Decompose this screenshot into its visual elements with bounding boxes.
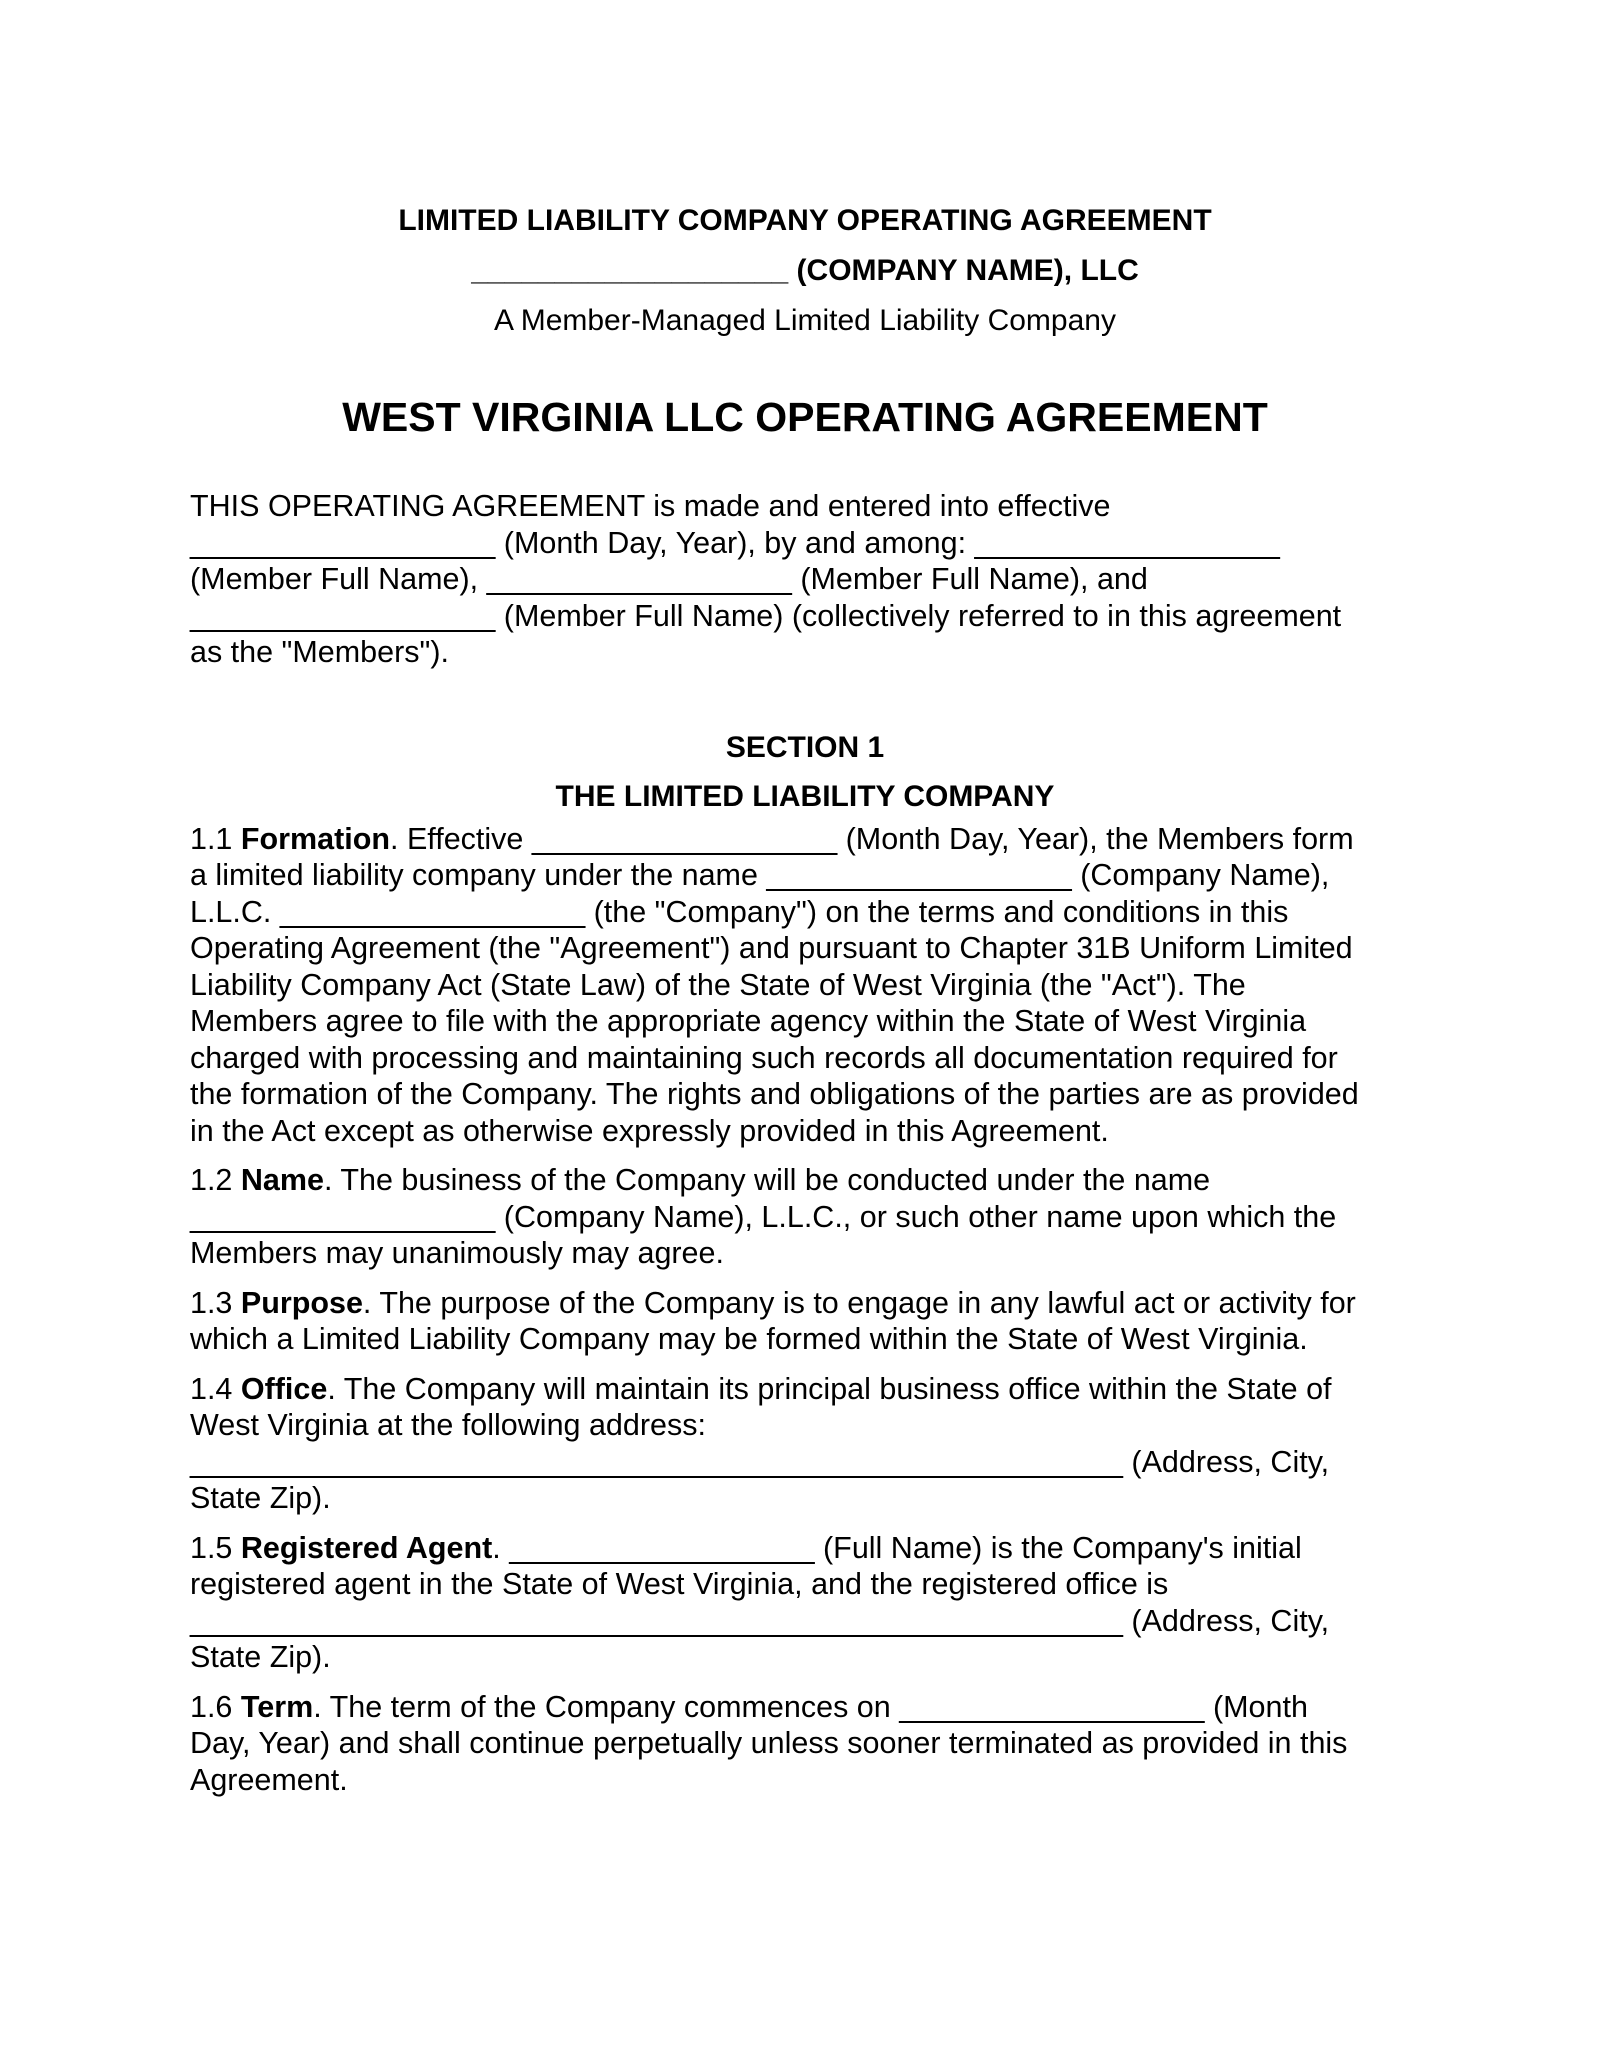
clause-term: Registered Agent (240, 1530, 493, 1565)
clause-1-1-formation (190, 821, 1420, 1150)
clause-line: in the Act except as otherwise expressly provided in this Agreement. (190, 1113, 1109, 1148)
clause-line: charged with processing and maintaining such records all documentation required for (190, 1040, 1338, 1075)
clause-number: 1.4 (190, 1371, 233, 1406)
main-title: WEST VIRGINIA LLC OPERATING AGREEMENT (342, 394, 1268, 440)
clause-line: Agreement. (190, 1762, 348, 1797)
clause-line: _______________________________________________________ (Address, City, (190, 1603, 1330, 1638)
clause-line: . __________________ (Full Name) is the Company's initial (492, 1530, 1302, 1565)
clause-number: 1.2 (190, 1163, 233, 1197)
clause-line: a limited liability company under the name __________________ (Company Name), (190, 858, 1330, 892)
intro-line: __________________ (Member Full Name) (collectively referred to in this agreement (190, 598, 1342, 633)
clause-number: 1.5 (190, 1530, 233, 1565)
intro-line: THIS OPERATING AGREEMENT is made and entered into effective (190, 489, 1111, 523)
clause-1-3-purpose (190, 1285, 1420, 1358)
clause-line: registered agent in the State of West Virginia, and the registered office is (190, 1567, 1169, 1601)
clause-term: Purpose (240, 1285, 363, 1320)
company-name-line: ___________________ (COMPANY NAME), LLC (471, 254, 1139, 287)
clause-term: Term (240, 1689, 314, 1724)
clause-term: Office (240, 1371, 328, 1406)
document-page (190, 196, 1420, 1798)
clause-1-6-term (190, 1689, 1420, 1799)
clause-1-5-registered-agent (190, 1530, 1420, 1676)
clause-line: Members agree to file with the appropriate agency within the State of West Virginia (190, 1004, 1307, 1038)
clause-line: L.L.C. __________________ (the "Company") on the terms and conditions in this (190, 894, 1289, 929)
clause-line: . The term of the Company commences on __________________ (Month (313, 1689, 1308, 1724)
clause-1-2-name (190, 1162, 1420, 1272)
clause-line: Operating Agreement (the "Agreement") and pursuant to Chapter 31B Uniform Limited (190, 931, 1353, 965)
section-1 (190, 723, 1420, 1799)
clause-line: . The Company will maintain its principal business office within the State of (327, 1371, 1332, 1406)
clause-line: Members may unanimously may agree. (190, 1236, 724, 1270)
clause-number: 1.6 (190, 1689, 233, 1724)
clause-line: State Zip). (190, 1640, 331, 1674)
clause-term: Formation (240, 821, 390, 856)
document-header-title: LIMITED LIABILITY COMPANY OPERATING AGREEMENT (398, 204, 1212, 237)
intro-line: __________________ (Month Day, Year), by and among: __________________ (190, 525, 1280, 560)
clause-line: __________________ (Company Name), L.L.C., or such other name upon which the (190, 1199, 1337, 1234)
clause-line: State Zip). (190, 1481, 331, 1515)
clause-line: . Effective __________________ (Month Day, Year), the Members form (390, 821, 1354, 856)
clause-line: _______________________________________________________ (Address, City, (190, 1444, 1330, 1479)
clause-line: Liability Company Act (State Law) of the State of West Virginia (the "Act"). The (190, 967, 1246, 1002)
document-subtitle: A Member-Managed Limited Liability Company (494, 304, 1116, 337)
clause-number: 1.1 (190, 821, 233, 856)
intro-paragraph (190, 488, 1420, 671)
section-heading: THE LIMITED LIABILITY COMPANY (555, 779, 1055, 813)
intro-line: as the "Members"). (190, 635, 449, 669)
clause-line: which a Limited Liability Company may be formed within the State of West Virginia. (190, 1322, 1308, 1356)
clause-number: 1.3 (190, 1285, 233, 1320)
intro-line: (Member Full Name), __________________ (Member Full Name), and (190, 562, 1148, 596)
section-number: SECTION 1 (725, 730, 885, 764)
clause-line: Day, Year) and shall continue perpetually unless sooner terminated as provided in this (190, 1726, 1348, 1760)
clause-line: West Virginia at the following address: (190, 1408, 706, 1442)
clause-1-4-office (190, 1371, 1420, 1517)
clause-term: Name (240, 1163, 324, 1197)
clause-line: . The business of the Company will be conducted under the name (323, 1163, 1211, 1197)
clause-line: . The purpose of the Company is to engage in any lawful act or activity for (362, 1285, 1356, 1320)
clause-line: the formation of the Company. The rights and obligations of the parties are as provided (190, 1077, 1359, 1111)
